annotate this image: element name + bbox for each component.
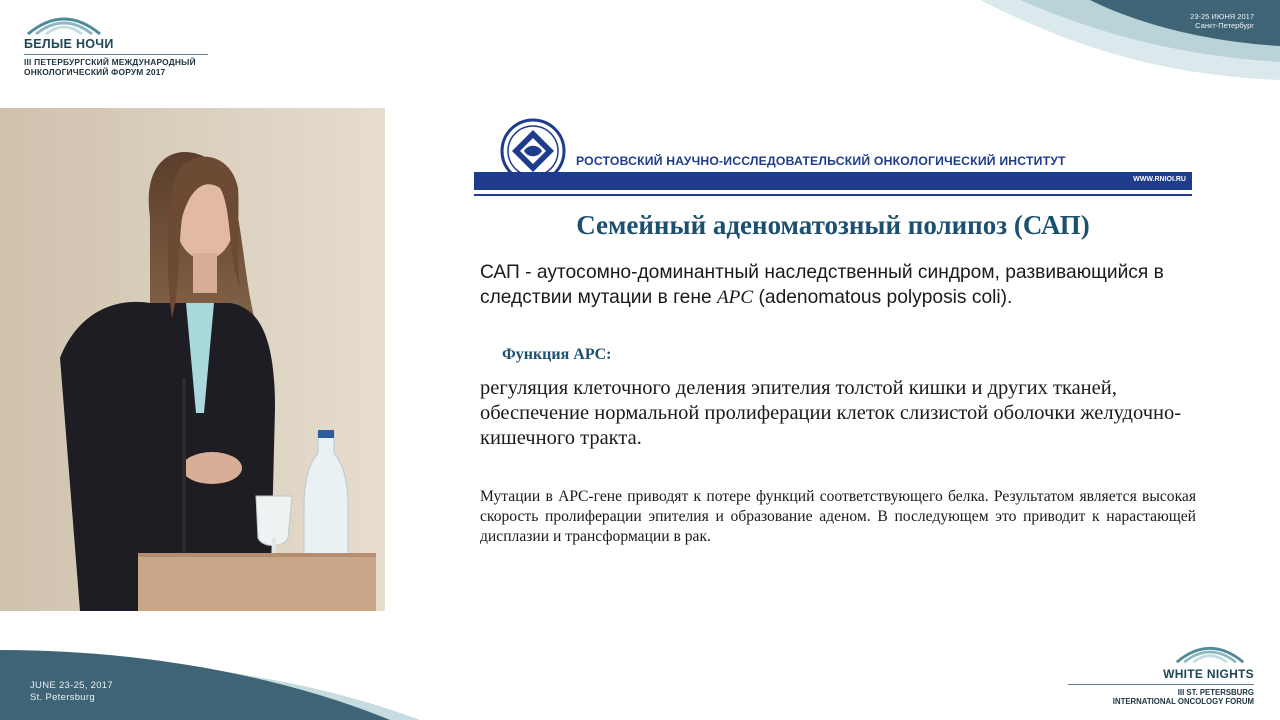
forum-branding-en xyxy=(1064,640,1254,706)
forum-city-en-text: St. Petersburg xyxy=(30,691,95,703)
forum-date-en-text: JUNE 23-25, 2017 xyxy=(30,680,113,691)
institute-url: WWW.RNIOI.RU xyxy=(1133,176,1186,183)
forum-date-ru xyxy=(1190,12,1254,30)
slide-title: Семейный аденоматозный полипоз (САП) xyxy=(576,210,1090,240)
forum-branding-ru xyxy=(24,10,214,77)
function-heading: Функция APC: xyxy=(502,346,612,363)
white-nights-arc-logo-icon xyxy=(24,10,104,36)
mutation-paragraph: Мутации в APC-гене приводят к потере функций соответствующего белка. Результатом является высокая скорость пролиферации эпителия и образование аденом. В последующем это приводит к нарастающей дисплазии и трансформации в рак. xyxy=(480,488,1196,545)
forum-subtitle-ru-1: III ПЕТЕРБУРГСКИЙ МЕЖДУНАРОДНЫЙ xyxy=(24,57,196,67)
presentation-slide xyxy=(472,112,1194,592)
institute-name: РОСТОВСКИЙ НАУЧНО-ИССЛЕДОВАТЕЛЬСКИЙ ОНКОЛОГИЧЕСКИЙ ИНСТИТУТ xyxy=(576,154,1066,168)
intro-text-part1: САП - аутосомно-доминантный наследственный синдром, развивающийся в следствии мутации в гене xyxy=(480,262,1164,308)
forum-divider-en xyxy=(1068,684,1254,685)
intro-gene-name: APC xyxy=(716,287,754,308)
slide-intro-paragraph xyxy=(480,260,1192,310)
forum-logo-text-en: WHITE NIGHTS xyxy=(1163,667,1254,681)
forum-subtitle-ru-2: ОНКОЛОГИЧЕСКИЙ ФОРУМ 2017 xyxy=(24,66,166,77)
function-text: регуляция клеточного деления эпителия толстой кишки и других тканей, обеспечение нормальной пролиферации клеток слизистой оболочки желудочно-кишечного тракта. xyxy=(480,377,1182,449)
white-nights-arc-logo-icon xyxy=(1172,640,1248,664)
forum-logo-text-ru: БЕЛЫЕ НОЧИ xyxy=(24,37,114,51)
forum-divider xyxy=(24,54,208,55)
forum-subtitle-en-2: INTERNATIONAL ONCOLOGY FORUM xyxy=(1112,697,1254,707)
forum-subtitle-en-1: III ST. PETERSBURG xyxy=(1177,688,1254,697)
speaker-video-frame xyxy=(0,108,385,611)
institute-header-rule xyxy=(474,194,1192,196)
forum-city-ru-text: Санкт-Петербург xyxy=(1195,21,1254,30)
intro-text-part2: (adenomatous polyposis coli). xyxy=(753,287,1013,308)
forum-date-ru-text: 23-25 ИЮНЯ 2017 xyxy=(1190,12,1254,21)
institute-header-bar xyxy=(474,172,1192,190)
forum-date-en xyxy=(30,680,113,703)
